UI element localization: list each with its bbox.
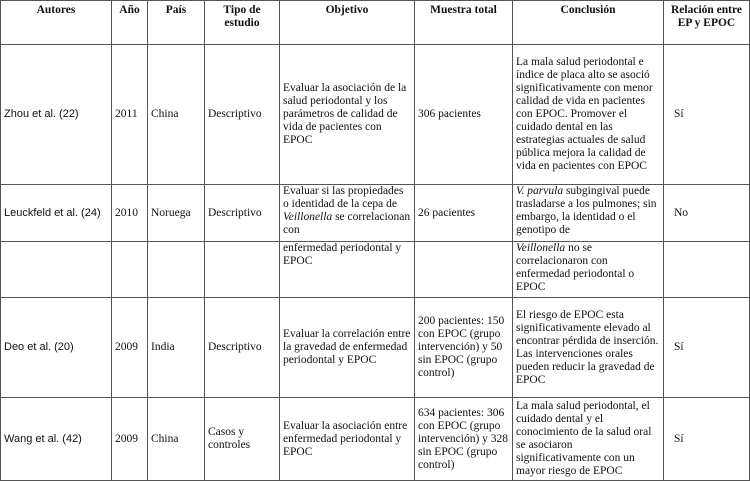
cell-pais: China: [148, 398, 205, 481]
cell-relacion: [664, 242, 750, 298]
cell-anio: [112, 242, 148, 298]
header-objetivo: Objetivo: [280, 1, 415, 45]
cell-anio: 2009: [112, 298, 148, 398]
header-tipo: Tipo de estudio: [205, 1, 280, 45]
cell-tipo: Descriptivo: [205, 185, 280, 242]
table-row: [1, 242, 750, 298]
cell-pais: China: [148, 45, 205, 185]
conclusion-italic: Veillonella: [516, 242, 566, 254]
cell-muestra: 26 pacientes: [415, 185, 513, 242]
cell-muestra: 634 pacientes: 306 con EPOC (grupo intervención) y 328 sin EPOC (grupo control): [415, 398, 513, 481]
cell-anio: 2010: [112, 185, 148, 242]
header-conclusion: Conclusión: [513, 1, 664, 45]
cell-muestra: 200 pacientes: 150 con EPOC (grupo intervención) y 50 sin EPOC (grupo control): [415, 298, 513, 398]
conclusion-italic: V. parvula: [516, 185, 564, 197]
table-row: [1, 185, 750, 242]
header-muestra: Muestra total: [415, 1, 513, 45]
cell-objetivo: Evaluar la asociación de la salud periodontal y los parámetros de calidad de vida de pacientes con EPOC: [280, 45, 415, 185]
cell-tipo: Casos y controles: [205, 398, 280, 481]
cell-anio: 2011: [112, 45, 148, 185]
cell-tipo: Descriptivo: [205, 298, 280, 398]
header-pais: País: [148, 1, 205, 45]
cell-relacion: No: [664, 185, 750, 242]
table-row: [1, 298, 750, 398]
cell-anio: 2009: [112, 398, 148, 481]
cell-autores: Deo et al. (20): [1, 298, 112, 398]
cell-objetivo: Evaluar la correlación entre la gravedad de enfermedad periodontal y EPOC: [280, 298, 415, 398]
cell-relacion: Sí: [664, 398, 750, 481]
cell-conclusion: El riesgo de EPOC esta significativamente elevado al encontrar pérdida de inserción. Las intervenciones orales pueden reducir la gravedad de EPOC: [513, 298, 664, 398]
header-relacion: Relación entre EP y EPOC: [664, 1, 750, 45]
cell-relacion: Sí: [664, 298, 750, 398]
cell-autores: Wang et al. (42): [1, 398, 112, 481]
cell-tipo: Descriptivo: [205, 45, 280, 185]
cell-autores: Zhou et al. (22): [1, 45, 112, 185]
table-row: [1, 45, 750, 185]
cell-autores: Leuckfeld et al. (24): [1, 185, 112, 242]
cell-conclusion: [513, 242, 664, 298]
cell-relacion: Sí: [664, 45, 750, 185]
table-row: [1, 398, 750, 481]
cell-conclusion: [513, 185, 664, 242]
cell-tipo: [205, 242, 280, 298]
cell-objetivo: Evaluar la asociación entre enfermedad periodontal y EPOC: [280, 398, 415, 481]
cell-objetivo: enfermedad periodontal y EPOC: [280, 242, 415, 298]
header-autores: Autores: [1, 1, 112, 45]
cell-pais: [148, 242, 205, 298]
cell-conclusion: La mala salud periodontal e índice de placa alto se asoció significativamente con menor calidad de vida en pacientes con EPOC. Promover el cuidado dental en las estrategias actuales de salud pública mejora la calidad de vida en pacientes con EPOC: [513, 45, 664, 185]
objetivo-text-b: se correlacionan con: [283, 211, 411, 236]
cell-pais: Noruega: [148, 185, 205, 242]
conclusion-text: subgingival puede trasladarse a los pulmones; sin embargo, la identidad o el genotipo de: [516, 185, 657, 236]
cell-pais: India: [148, 298, 205, 398]
cell-conclusion: La mala salud periodontal, el cuidado dental y el conocimiento de la salud oral se asociaron significativamente con un mayor riesgo de EPOC: [513, 398, 664, 481]
objetivo-italic: Veillonella: [283, 211, 333, 223]
cell-autores: [1, 242, 112, 298]
header-anio: Año: [112, 1, 148, 45]
cell-muestra: [415, 242, 513, 298]
cell-muestra: 306 pacientes: [415, 45, 513, 185]
conclusion-text: no se correlacionaron con enfermedad periodontal o EPOC: [516, 242, 635, 293]
objetivo-text-a: Evaluar si las propiedades o identidad de la cepa de: [283, 185, 404, 210]
cell-objetivo: [280, 185, 415, 242]
header-row: [1, 1, 750, 45]
